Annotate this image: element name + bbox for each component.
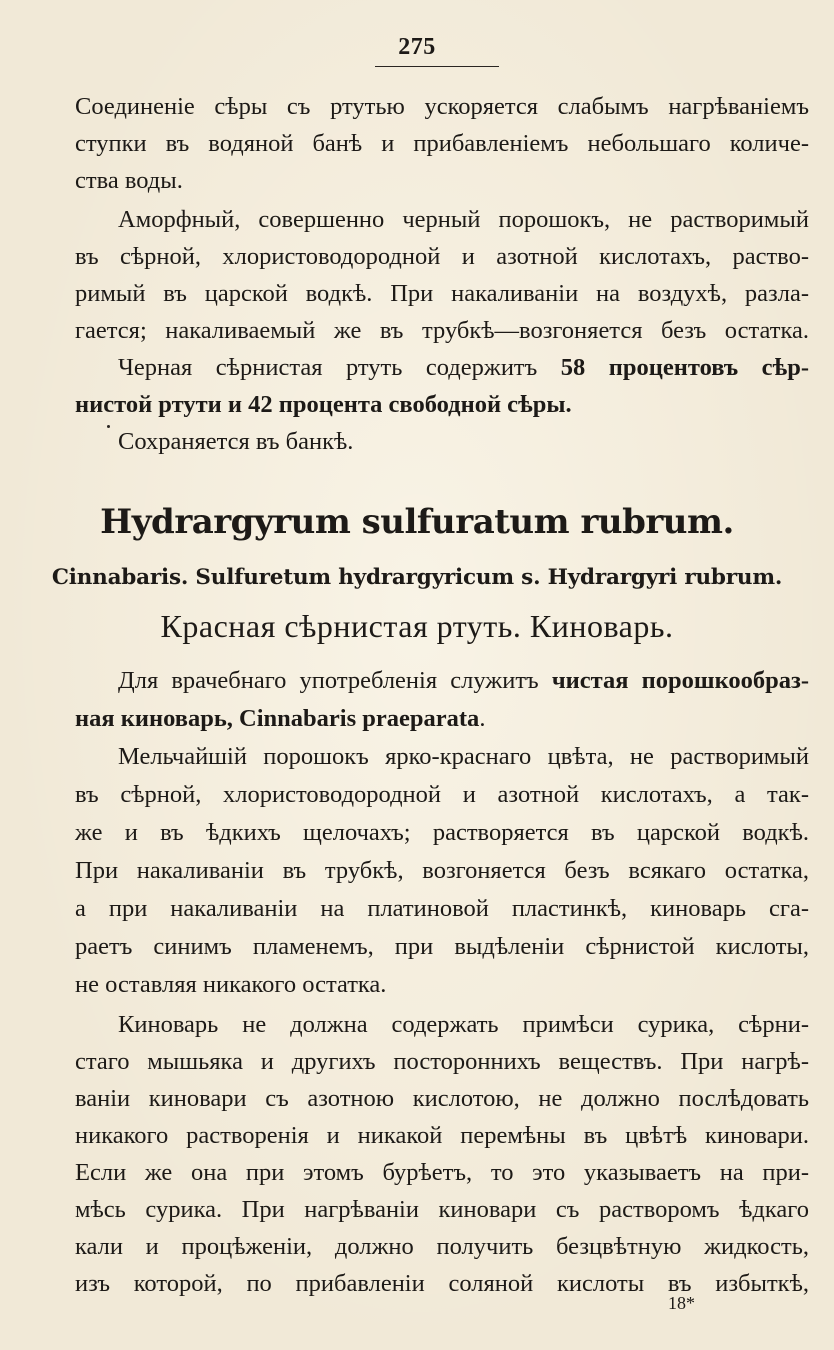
paragraph-7-line-3: ваніи киновари съ азотною кислотою, не должно послѣдовать — [75, 1085, 809, 1112]
paragraph-7-line-5: Если же она при этомъ бурѣетъ, то это указываетъ на при- — [75, 1159, 809, 1186]
paragraph-7-line-7: кали и процѣженіи, должно получить безцвѣтную жидкость, — [75, 1233, 809, 1260]
article-synonyms-latin: Cinnabaris. Sulfuretum hydrargyricum s. Hydrargyri rubrum. — [51, 565, 783, 590]
paragraph-1-line-3: ства воды. — [75, 167, 183, 194]
paragraph-3-line-1 — [118, 352, 809, 384]
header-rule — [375, 66, 499, 67]
paragraph-5-line-2 — [75, 703, 809, 735]
paragraph-7-line-2: стаго мышьяка и другихъ постороннихъ веществъ. При нагрѣ- — [75, 1048, 809, 1075]
paragraph-3-text: Черная сѣрнистая ртуть содержитъ — [118, 354, 561, 381]
paragraph-6-line-4: При накаливаніи въ трубкѣ, возгоняется безъ всякаго остатка, — [75, 857, 809, 884]
paragraph-6-line-7: не оставляя никакого остатка. — [75, 971, 387, 998]
paragraph-6-line-6: раетъ синимъ пламенемъ, при выдѣленіи сѣрнистой кислоты, — [75, 933, 809, 960]
paragraph-3-line-2: нистой ртути и 42 процента свободной сѣры. — [75, 391, 572, 418]
paragraph-6-line-5: а при накаливаніи на платиновой пластинкѣ, киноварь сга- — [75, 895, 809, 922]
paragraph-2-line-2: въ сѣрной, хлористоводородной и азотной кислотахъ, раство- — [75, 243, 809, 270]
paragraph-3-bold-text: 58 процентовъ сѣр- — [560, 354, 809, 381]
paragraph-5-bold-text: чистая порошкообраз- — [551, 667, 810, 694]
paragraph-5-period: . — [479, 705, 486, 732]
paragraph-1-line-2: ступки въ водяной банѣ и прибавленіемъ небольшаго количе- — [75, 130, 809, 157]
paragraph-5-line-1 — [118, 665, 809, 697]
paragraph-5-bold-text-2: ная киноварь, Cinnabaris praeparata — [75, 705, 480, 732]
article-title-russian: Красная сѣрнистая ртуть. Киноварь. — [160, 608, 674, 644]
article-title-latin: Hydrargyrum sulfuratum rubrum. — [100, 502, 734, 542]
paragraph-2-line-3: римый въ царской водкѣ. При накаливаніи на воздухѣ, разла- — [75, 280, 809, 307]
paragraph-2-line-4: гается; накаливаемый же въ трубкѣ—возгоняется безъ остатка. — [75, 317, 809, 344]
ink-speck — [107, 425, 110, 428]
paragraph-7-line-6: мѣсь сурика. При нагрѣваніи киновари съ растворомъ ѣдкаго — [75, 1196, 809, 1223]
paragraph-7-line-1: Киноварь не должна содержать примѣси сурика, сѣрни- — [118, 1011, 809, 1038]
paragraph-6-line-1: Мельчайшій порошокъ ярко-краснаго цвѣта, не растворимый — [118, 743, 809, 770]
paragraph-1-line-1: Соединеніе сѣры съ ртутью ускоряется слабымъ нагрѣваніемъ — [75, 93, 809, 120]
page-number: 275 — [398, 34, 436, 60]
paragraph-2-line-1: Аморфный, совершенно черный порошокъ, не растворимый — [118, 206, 809, 233]
signature-mark: 18* — [668, 1293, 695, 1313]
paragraph-7-line-4: никакого растворенія и никакой перемѣны въ цвѣтѣ киновари. — [75, 1122, 809, 1149]
paragraph-6-line-3: же и въ ѣдкихъ щелочахъ; растворяется въ царской водкѣ. — [75, 819, 809, 846]
paragraph-5-text: Для врачебнаго употребленія служитъ — [118, 667, 552, 694]
paragraph-4-line-1: Сохраняется въ банкѣ. — [118, 428, 354, 455]
paragraph-6-line-2: въ сѣрной, хлористоводородной и азотной кислотахъ, а так- — [75, 781, 809, 808]
paragraph-7-line-8: изъ которой, по прибавленіи соляной кислоты въ избыткѣ, — [75, 1270, 809, 1297]
